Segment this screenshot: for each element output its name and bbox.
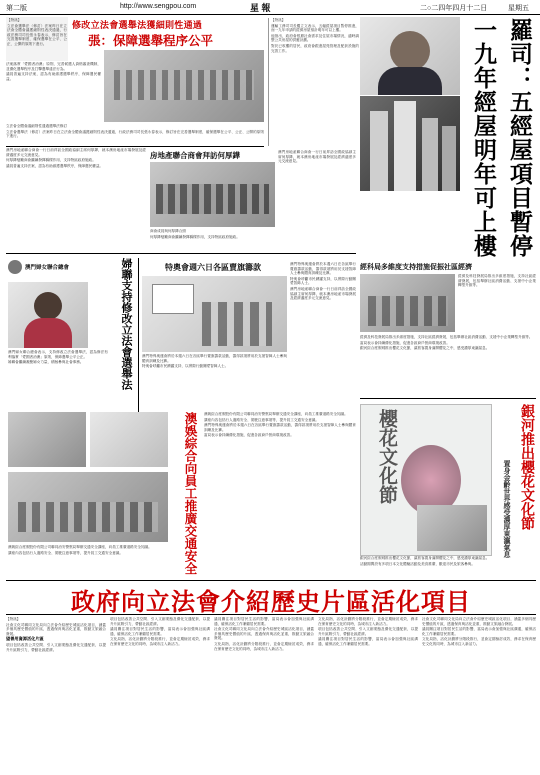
flag-para: 特奧會呼籲市民踴躍支持，以實際行動關愛智障人士。	[142, 364, 229, 369]
safety-para: 澳娛綜合度假股份有限公司聯同治安警察局舉辦交通安全講座，向員工推廣道路安全知識。	[204, 412, 348, 416]
electoral-para: 議員普遍支持法案，認為有助維護選舉秩序，保障選民權益。	[6, 163, 104, 168]
issue-date: 二○二四年四月十二日	[420, 5, 488, 12]
women-headline: 婦聯支持修改立法會選舉法	[120, 258, 133, 390]
women-portrait-photo	[8, 282, 88, 348]
history-col-2	[110, 617, 210, 769]
electoral-photo	[104, 50, 264, 122]
safety-para: 澳娛綜合度假股份有限公司聯同治安警察局舉辦交通安全講座，向員工推廣道路安全知識。	[8, 545, 152, 549]
history-para: 議員關注項目對居民生活的影響，當局表示會加強與社區溝通，確保活化工作兼顧居民需要。	[110, 627, 210, 636]
history-para: 社會文化司聯同文化局向立法會介紹歷史城區活化項目，涵蓋多個具歷史價值的片區，透過保育與活化並重，推動文旅融合發展。	[6, 622, 106, 636]
divider	[6, 253, 356, 254]
history-para: 項目包括改善公共空間、引入文創業態及優化交通配套，以提升片區吸引力，帶動社區經濟。	[318, 627, 418, 636]
history-para: 社會文化司聯同文化局向立法會介紹歷史城區活化項目，涵蓋多個具歷史價值的片區，透過保育與活化並重，推動文旅融合發展。	[422, 617, 536, 626]
women-para: 澳門婦女聯合總會表示，支持修改立法會選舉法，認為修法有利落實「愛國者治澳」原則，保障選舉公平公正。	[8, 350, 108, 359]
lo-portrait-photo	[360, 17, 460, 95]
electoral-photo-caption: 立法會全體會議細則性通過選舉法修訂	[6, 124, 68, 128]
economy-para: 經濟及科技發展局推出多維度措施，支持社區經濟發展，包括舉辦社區消費活動、支援中小企業轉型升級等。	[458, 274, 536, 288]
divider	[6, 614, 536, 615]
history-para: 文化局指，活化計劃將分階段推行，並會定期檢討成效，務求在保育歷史文化的同時，為城市注入新活力。	[110, 637, 210, 646]
electoral-para: 立法會選舉法（修訂）法案昨日在立法會全體會議獲細則性表決通過，行政法務司司長張永春表示，修訂旨在完善選舉制度，確保選舉在公平、公正、公開的原則下進行。	[7, 23, 67, 46]
history-col-3	[214, 617, 314, 769]
divider	[138, 258, 139, 418]
page-label: 第二版	[6, 5, 27, 12]
realestate-photo-caption: 商會成員與何厚鏵合照	[150, 229, 186, 233]
history-para: 議員關注項目對居民生活的影響，當局表示會加強與社區溝通，確保活化工作兼顧居民需要。	[318, 637, 418, 646]
safety-body-right	[204, 412, 356, 577]
safety-photo	[8, 472, 168, 542]
electoral-kicker: 修改立法會選舉法獲細則性通過	[72, 21, 203, 31]
flag-photo	[142, 276, 287, 352]
galaxy-photo	[417, 505, 487, 551]
safety-photos-block	[8, 412, 170, 567]
safety-body	[8, 545, 170, 577]
safety-photo	[90, 412, 168, 467]
history-para: 議員關注項目對居民生活的影響，當局表示會加強與社區溝通，確保活化工作兼顧居民需要。	[214, 617, 314, 626]
women-body	[8, 350, 108, 410]
masthead: 星 報	[250, 3, 271, 13]
economy-photo	[360, 274, 455, 332]
realestate-para: 澳門房地產聯合商會一行日前拜訪全國政協副主席何厚鏵，就本澳房地產市場發展及經濟適度多元交流意見。	[290, 286, 356, 301]
realestate-para: 澳門房地產聯合商會一行日前拜訪全國政協副主席何厚鏵，就本澳房地產市場發展及經濟適度多元交流意見。	[278, 150, 356, 164]
realestate-body-right	[278, 150, 356, 228]
divider	[6, 580, 536, 581]
council-seats-graphic	[114, 70, 254, 100]
flag-headline: 特奧會週六日各區賣旗籌款	[165, 262, 261, 272]
electoral-byline: 【特訊】	[7, 18, 22, 22]
women-logo-text: 澳門婦女聯合總會	[25, 265, 70, 271]
divider	[6, 146, 264, 147]
electoral-body-bottom	[6, 124, 264, 144]
flag-para: 特奧會呼籲市民踴躍支持，以實際行動關愛智障人士。	[290, 276, 356, 286]
website-link[interactable]: http://www.sengpou.com	[120, 3, 197, 10]
realestate-body-left	[6, 148, 146, 220]
flag-para: 澳門特殊奧運會將於本週六日在各區舉行賣旗籌款活動，籌得款項將用於支援智障人士參與體育訓練及比賽。	[290, 262, 356, 276]
galaxy-body	[360, 556, 490, 578]
divider	[360, 398, 536, 399]
galaxy-para: 銀河綜合度假城推出櫻花文化節，讓旅客置身滿開櫻花之中，感受濃厚東瀛氣息。	[360, 556, 490, 560]
safety-para: 講座內容包括行人過路安全、駕駛注意事項等，提升員工交通安全意識。	[8, 550, 123, 555]
realestate-caption	[150, 229, 355, 251]
galaxy-headline: 銀河推出櫻花文化節	[519, 404, 535, 530]
realestate-para: 澳門房地產聯合商會一行日前拜訪全國政協副主席何厚鏵，就本澳房地產市場發展及經濟適度多元交流意見。	[6, 148, 146, 157]
lo-body-col	[268, 18, 359, 146]
realestate-headline: 房地產聯合商會拜訪何厚鏵	[150, 151, 240, 160]
lo-para: 他指出，政府會根據社會需求及住屋市場情況，適時調整公共房屋的供應計劃。	[271, 33, 359, 43]
economy-body-side	[458, 274, 536, 332]
flag-para: 澳門特殊奧運會將於本週六日在各區舉行賣旗籌款活動，籌得款項將用於支援智障人士參與體育訓練及比賽。	[142, 354, 287, 363]
safety-para: 講座內容包括行人過路安全、駕駛注意事項等，提升員工交通安全意識。	[204, 417, 319, 422]
lo-para: 運輸工務司司長羅立文表示，五幅經屋項目暫停推進，而一九年申請的經濟房屋預計明年可以上樓。	[271, 23, 359, 33]
lo-para: 對於已收樓的居民，政府會跟進屋苑管理及配套設施的完善工作。	[271, 43, 359, 53]
women-logo-icon	[8, 260, 22, 274]
flag-para: 澳門特殊奧運會將於本週六日在各區舉行賣旗籌款活動，籌得款項將用於支援智障人士參與體育訓練及比賽。	[204, 423, 356, 432]
economy-body	[360, 335, 536, 395]
banner-headline: 政府向立法會介紹歷史片區活化項目	[71, 587, 471, 616]
economy-para: 經濟及科技發展局推出多維度措施，支持社區經濟發展，包括舉辦社區消費活動、支援中小企業轉型升級等。	[360, 335, 533, 339]
history-para: 項目包括改善公共空間、引入文創業態及優化交通配套，以提升片區吸引力，帶動社區經濟。	[110, 617, 210, 626]
lo-headline: 羅司：五經屋項目暫停一九年經屋明年可上樓	[470, 18, 533, 258]
galaxy-para: 銀河綜合度假城推出櫻花文化節，讓旅客置身滿開櫻花之中，感受濃厚東瀛氣息。	[360, 346, 490, 351]
history-para: 文化局指，活化計劃將分階段推行，並會定期檢討成效，務求在保育歷史文化的同時，為城市注入新活力。	[214, 641, 314, 651]
history-subheading: 望善用資源活化片區	[6, 636, 44, 642]
flag-body-right	[290, 262, 356, 414]
history-byline: 【特訊】	[6, 617, 21, 621]
economy-para: 當局表示會持續優化措施，促進各區商戶營商環境改善。	[360, 340, 450, 345]
safety-photo	[8, 412, 86, 467]
history-para: 社會文化司聯同文化局向立法會介紹歷史城區活化項目，涵蓋多個具歷史價值的片區，透過保育與活化並重，推動文旅融合發展。	[214, 627, 314, 641]
realestate-para: 何厚鏵勉勵商會繼續發揮橋樑作用，支持特區政府施政。	[6, 158, 96, 163]
history-col-1	[6, 617, 106, 769]
portrait-head	[390, 31, 430, 71]
issue-weekday: 星期五	[508, 5, 529, 12]
lo-housing-photo	[360, 96, 460, 191]
history-para: 議員關注項目對居民生活的影響，當局表示會加強與社區溝通，確保活化工作兼顧居民需要。	[422, 627, 536, 636]
economy-para: 當局表示會持續優化措施，促進各區商戶營商環境改善。	[204, 433, 294, 438]
realestate-para: 何厚鏵勉勵商會繼續發揮橋樑作用，支持特區政府施政。	[150, 234, 240, 239]
history-col-4	[318, 617, 418, 769]
women-logo	[8, 258, 108, 276]
flag-body	[142, 354, 287, 414]
economy-headline: 經科局多維度支持措施促振社區經濟	[360, 262, 472, 271]
realestate-group-photo	[150, 162, 275, 227]
galaxy-poster-text: 櫻花文化節	[376, 409, 398, 504]
electoral-para: 議員普遍支持法案，認為有助維護選舉秩序，保障選民權益。	[6, 72, 101, 81]
galaxy-subhead: 置身金齡世界感受濃厚東瀛氣息	[503, 460, 512, 558]
electoral-para: 法案落實「愛國者治澳」原則，完善候選人資格審查機制，並優化選舉程序及打擊選舉違法行為。	[6, 62, 101, 71]
electoral-body-col1	[6, 62, 101, 122]
history-col-5	[422, 617, 536, 769]
history-para: 項目包括改善公共空間、引入文創業態及優化交通配套，以提升片區吸引力，帶動社區經濟。	[6, 642, 106, 652]
history-para: 文化局指，活化計劃將分階段推行，並會定期檢討成效，務求在保育歷史文化的同時，為城市注入新活力。	[318, 617, 418, 626]
women-para: 婦聯會繼續凝聚婦女力量，積極參與社會事務。	[8, 360, 84, 365]
electoral-sidebar-text	[6, 17, 68, 61]
portrait-suit	[378, 67, 442, 95]
history-para: 文化局指，活化計劃將分階段推行，並會定期檢討成效，務求在保育歷史文化的同時，為城市注入新活力。	[422, 637, 536, 646]
lo-byline: 【特訊】	[271, 18, 286, 22]
electoral-headline: 張：保障選舉程序公平	[88, 33, 214, 48]
galaxy-para: 活動期間設有多項日本文化體驗活動及美食推廣，歡迎市民及旅客參與。	[360, 561, 475, 566]
safety-headline: 澳娛綜合向員工推廣交通安全	[183, 412, 198, 575]
electoral-para: 立法會選舉法（修訂）法案昨日在立法會全體會議獲細則性表決通過，行政法務司司長張永春表示，修訂旨在完善選舉制度，確保選舉在公平、公正、公開的原則下進行。	[6, 129, 264, 139]
galaxy-poster	[360, 404, 492, 556]
page-header	[0, 0, 540, 15]
